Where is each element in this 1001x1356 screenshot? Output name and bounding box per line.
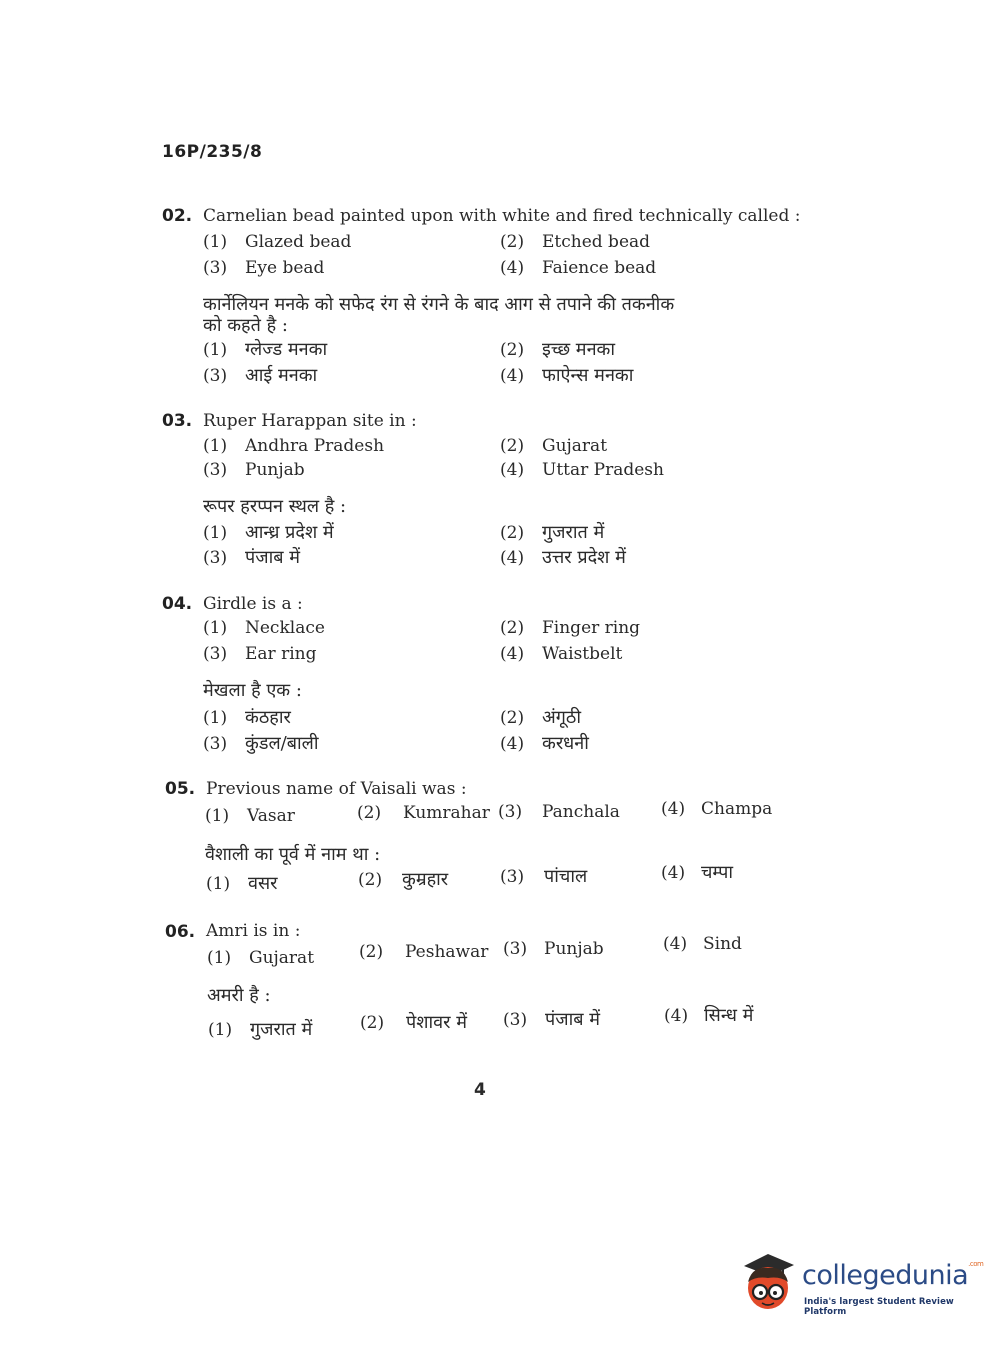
option-text: कंठहार <box>245 707 291 728</box>
option-1 <box>205 806 295 826</box>
option-2 <box>500 618 640 638</box>
option-label: (1) <box>203 340 228 360</box>
option-label: (3) <box>203 734 228 754</box>
option-text: पंजाब में <box>245 547 301 568</box>
hindi-option-4 <box>500 545 626 569</box>
option-4 <box>500 258 656 278</box>
option-text: करधनी <box>542 733 589 754</box>
hindi-question-text: रूपर हरप्पन स्थल है : <box>203 496 347 517</box>
option-4 <box>661 799 772 819</box>
option-label: (1) <box>203 436 228 456</box>
collegedunia-logo <box>738 1248 984 1320</box>
brand-tagline: India's largest Student Review Platform <box>804 1297 954 1317</box>
option-text: Gujarat <box>542 436 608 456</box>
paper-code: 16P/235/8 <box>162 142 263 162</box>
page-number: 4 <box>474 1080 486 1100</box>
option-text: Sind <box>703 934 742 954</box>
option-text: Andhra Pradesh <box>245 436 385 456</box>
option-label: (2) <box>500 340 525 360</box>
option-label: (3) <box>503 1010 528 1030</box>
option-text: पांचाल <box>544 866 588 887</box>
option-label: (1) <box>203 708 228 728</box>
question-text: Previous name of Vaisali was : <box>206 779 467 799</box>
option-label: (3) <box>503 939 528 959</box>
option-4 <box>500 460 664 480</box>
option-label: (4) <box>500 734 525 754</box>
option-label: (2) <box>357 803 382 823</box>
brand-name: collegedunia$^{.com}$ <box>802 1260 984 1291</box>
question-number: 06. <box>165 922 196 942</box>
option-text: Uttar Pradesh <box>542 460 664 480</box>
hindi-option-3 <box>500 864 587 888</box>
hindi-option-4 <box>500 363 633 387</box>
hindi-question-text: कार्नेलियन मनके को सफेद रंग से रंगने के बाद आग से तपाने की तकनीक <box>203 294 675 315</box>
hindi-option-4 <box>500 731 589 755</box>
option-1 <box>203 436 384 456</box>
option-label: (3) <box>500 867 525 887</box>
hindi-option-2 <box>500 520 604 544</box>
option-label: (1) <box>208 1020 233 1040</box>
hindi-question-text: अमरी है : <box>207 985 271 1006</box>
option-label: (4) <box>661 863 686 883</box>
hindi-option-2 <box>500 337 615 361</box>
option-1 <box>203 232 351 252</box>
option-label: (2) <box>500 232 525 252</box>
option-3 <box>498 802 620 822</box>
option-label: (4) <box>500 548 525 568</box>
hindi-option-3 <box>203 545 300 569</box>
option-label: (1) <box>203 618 228 638</box>
question-number: 03. <box>162 411 193 431</box>
option-text: Eye bead <box>245 258 325 278</box>
option-text: कुम्रहार <box>402 869 449 890</box>
option-label: (4) <box>500 644 525 664</box>
option-3 <box>203 644 316 664</box>
option-label: (3) <box>203 460 228 480</box>
option-text: इच्छ मनका <box>542 339 616 360</box>
option-text: Waistbelt <box>542 644 623 664</box>
option-text: Etched bead <box>542 232 651 252</box>
hindi-question-text: वैशाली का पूर्व में नाम था : <box>205 844 381 865</box>
option-label: (2) <box>500 618 525 638</box>
question-number: 04. <box>162 594 193 614</box>
option-text: Punjab <box>245 460 305 480</box>
option-text: अंगूठी <box>542 707 582 728</box>
hindi-option-1 <box>208 1017 312 1041</box>
option-2 <box>500 232 650 252</box>
option-text: ग्लेज्ड मनका <box>245 339 328 360</box>
hindi-question-text: मेखला है एक : <box>203 680 302 701</box>
hindi-question-text-continued: को कहते है : <box>203 315 288 336</box>
option-text: कुंडल/बाली <box>245 733 319 754</box>
option-text: Panchala <box>542 802 620 822</box>
option-label: (2) <box>358 870 383 890</box>
option-text: Peshawar <box>405 942 489 962</box>
option-label: (2) <box>500 708 525 728</box>
option-label: (1) <box>206 874 231 894</box>
option-label: (1) <box>203 523 228 543</box>
option-2 <box>359 942 488 962</box>
mascot-icon <box>738 1252 798 1314</box>
option-label: (4) <box>500 460 525 480</box>
option-text: Punjab <box>544 939 604 959</box>
hindi-option-1 <box>203 520 334 544</box>
hindi-option-1 <box>203 337 327 361</box>
hindi-option-2 <box>358 867 448 891</box>
hindi-option-4 <box>661 860 733 884</box>
option-text: वसर <box>248 873 278 894</box>
option-label: (2) <box>360 1013 385 1033</box>
option-label: (4) <box>500 258 525 278</box>
option-text: उत्तर प्रदेश में <box>542 547 626 568</box>
option-label: (2) <box>500 436 525 456</box>
option-text: पंजाब में <box>545 1009 601 1030</box>
option-text: Necklace <box>245 618 325 638</box>
option-text: Faience bead <box>542 258 657 278</box>
option-label: (2) <box>359 942 384 962</box>
option-text: आन्ध्र प्रदेश में <box>245 522 334 543</box>
option-label: (1) <box>203 232 228 252</box>
option-text: Kumrahar <box>403 803 490 823</box>
option-label: (3) <box>203 258 228 278</box>
hindi-option-2 <box>500 705 581 729</box>
option-4 <box>500 644 622 664</box>
option-3 <box>203 460 305 480</box>
option-text: Finger ring <box>542 618 641 638</box>
hindi-option-1 <box>206 871 278 895</box>
option-label: (3) <box>203 644 228 664</box>
option-label: (2) <box>500 523 525 543</box>
option-3 <box>203 258 324 278</box>
option-text: पेशावर में <box>406 1012 467 1033</box>
option-text: Champa <box>701 799 773 819</box>
option-text: सिन्ध में <box>704 1005 754 1026</box>
question-text: Ruper Harappan site in : <box>203 411 417 431</box>
option-text: आई मनका <box>245 365 318 386</box>
option-2 <box>357 803 490 823</box>
option-text: Vasar <box>247 806 295 826</box>
option-label: (3) <box>203 366 228 386</box>
hindi-option-3 <box>203 363 317 387</box>
option-1 <box>203 618 325 638</box>
hindi-option-1 <box>203 705 291 729</box>
question-text: Amri is in : <box>206 921 301 941</box>
question-text: Girdle is a : <box>203 594 303 614</box>
hindi-option-3 <box>203 731 319 755</box>
hindi-option-2 <box>360 1010 467 1034</box>
hindi-option-3 <box>503 1007 600 1031</box>
option-4 <box>663 934 742 954</box>
option-label: (1) <box>205 806 230 826</box>
question-text: Carnelian bead painted upon with white and fired technically called : <box>203 206 801 226</box>
option-label: (4) <box>500 366 525 386</box>
question-number: 05. <box>165 779 196 799</box>
option-label: (3) <box>498 802 523 822</box>
option-2 <box>500 436 607 456</box>
option-text: Ear ring <box>245 644 317 664</box>
option-text: गुजरात में <box>250 1019 313 1040</box>
question-number: 02. <box>162 206 193 226</box>
option-label: (3) <box>203 548 228 568</box>
option-3 <box>503 939 604 959</box>
option-text: फाऐन्स मनका <box>542 365 634 386</box>
option-label: (1) <box>207 948 232 968</box>
option-label: (4) <box>663 934 688 954</box>
option-text: चम्पा <box>701 862 734 883</box>
option-label: (4) <box>664 1006 689 1026</box>
hindi-option-4 <box>664 1003 753 1027</box>
option-1 <box>207 948 314 968</box>
option-text: Glazed bead <box>245 232 352 252</box>
option-text: गुजरात में <box>542 522 605 543</box>
option-label: (4) <box>661 799 686 819</box>
option-text: Gujarat <box>249 948 315 968</box>
